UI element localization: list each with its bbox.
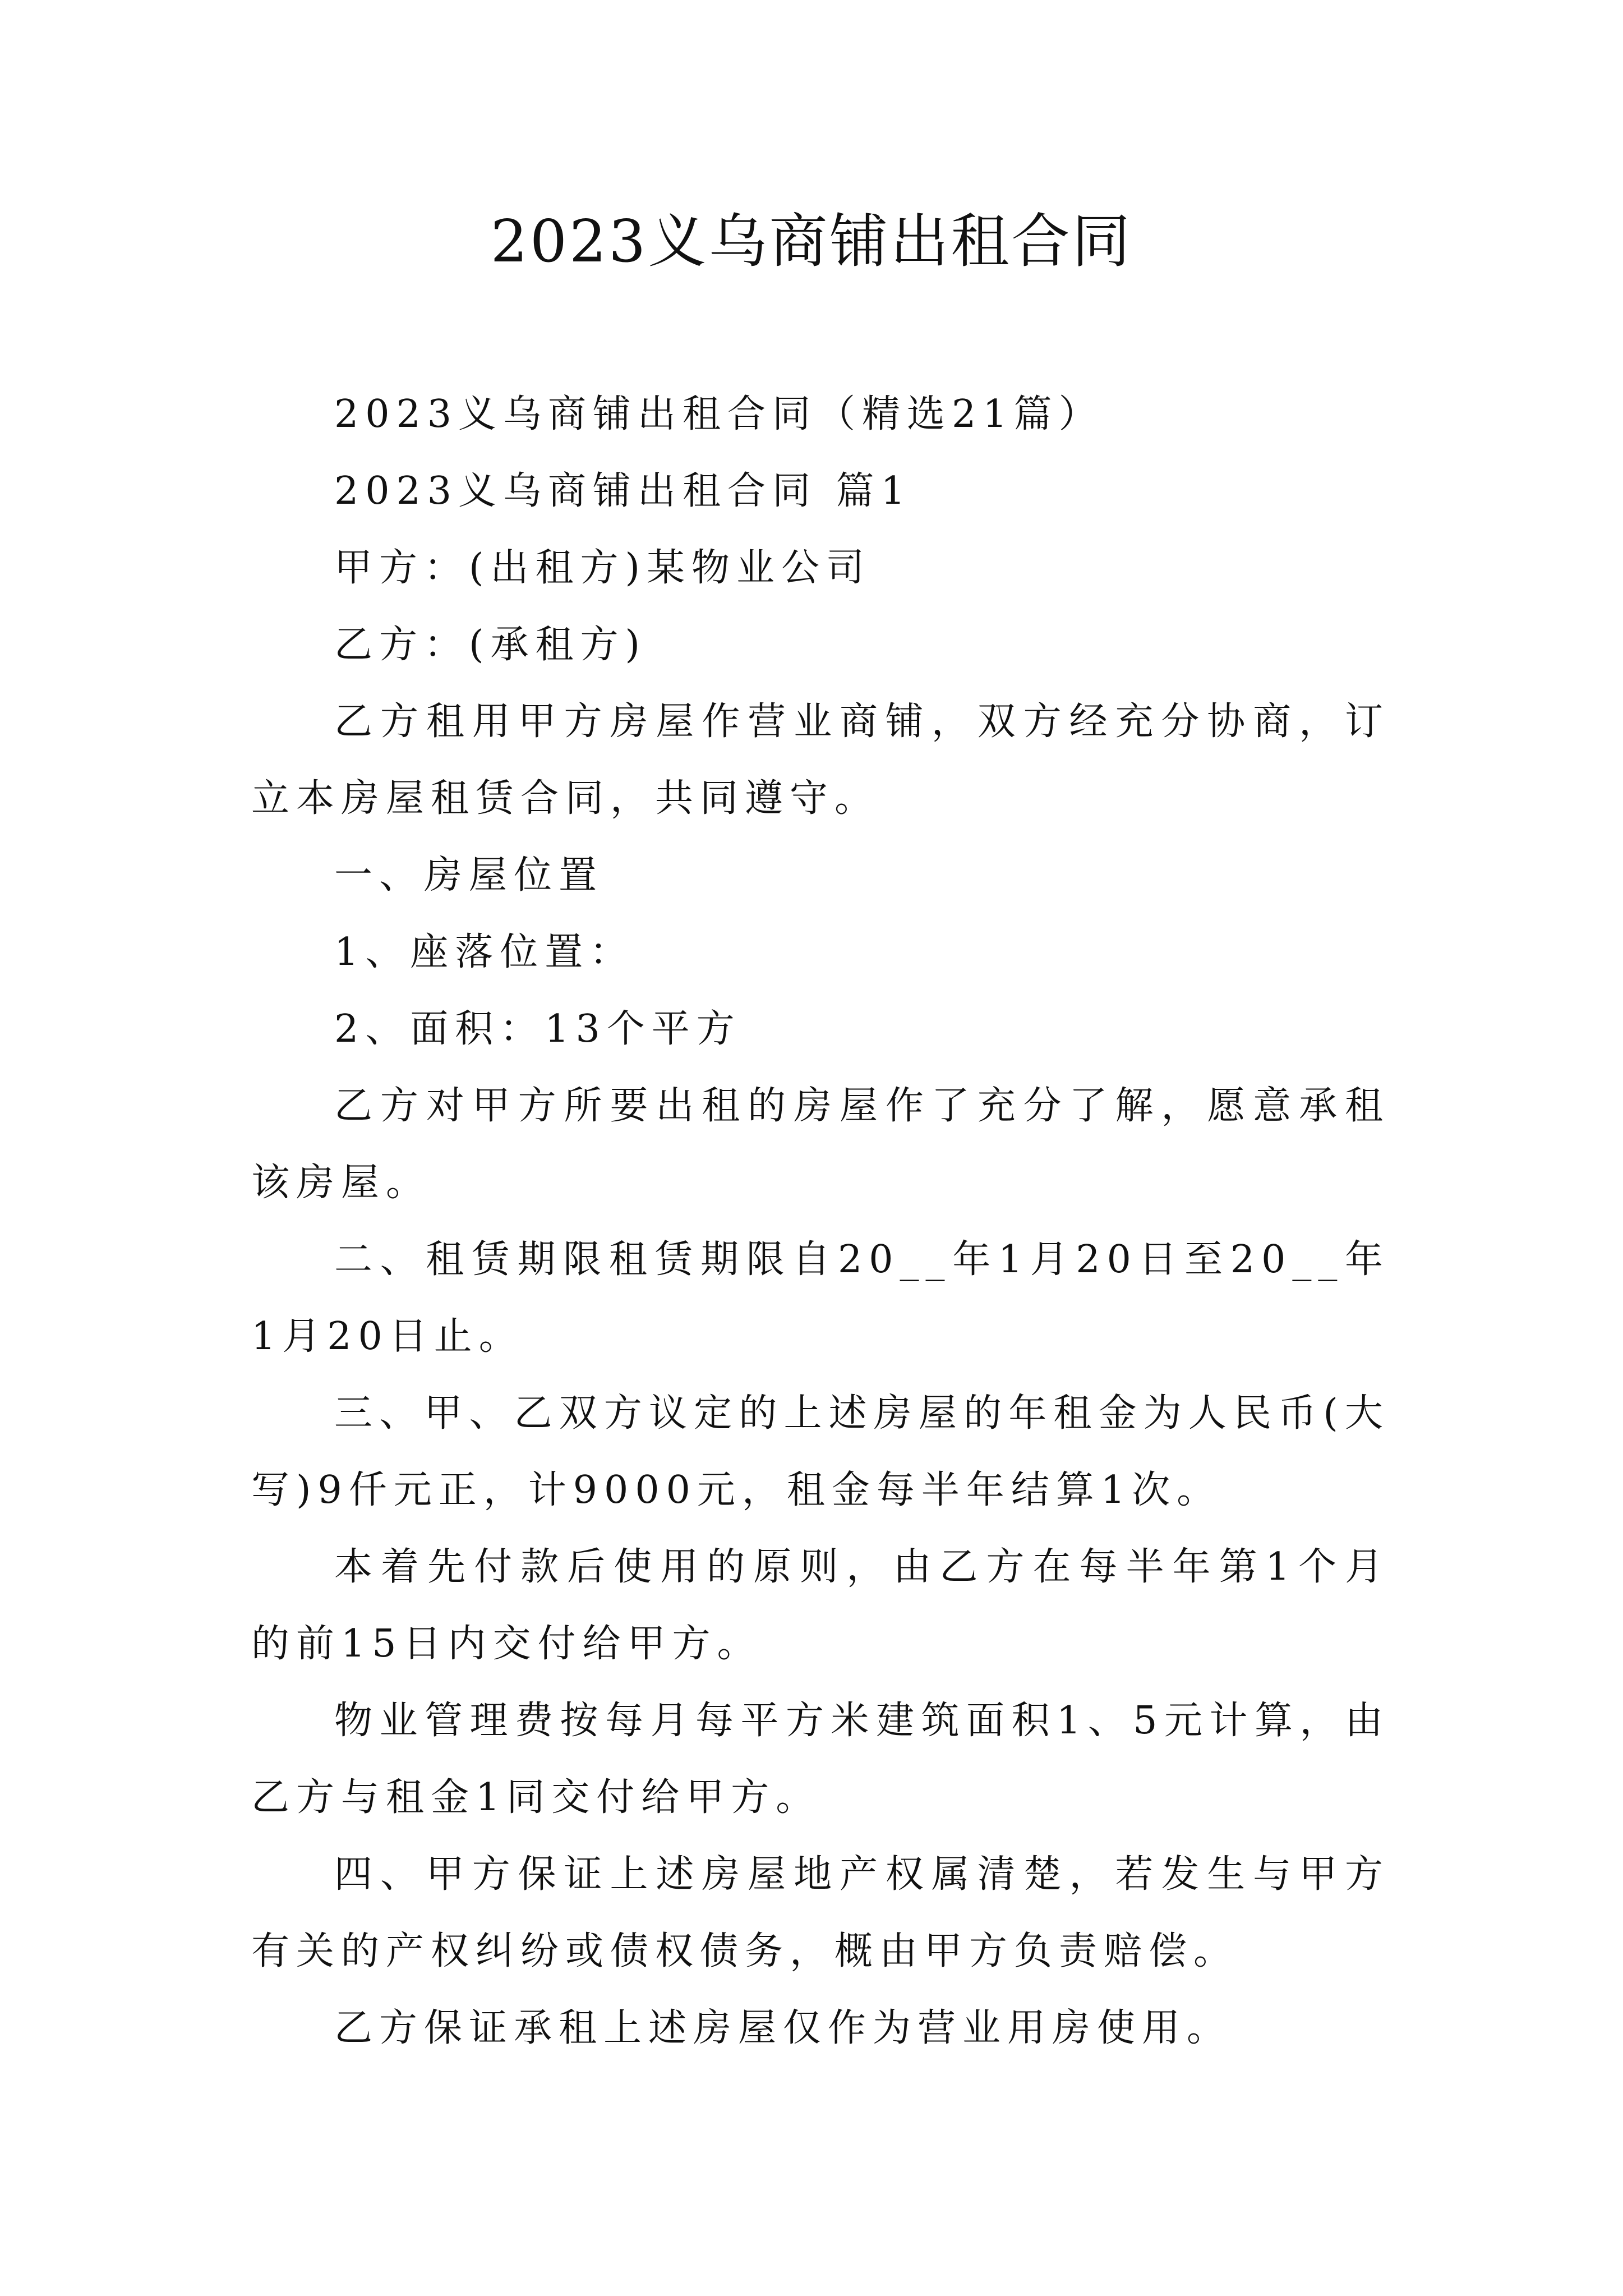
paragraph-rent: 三、甲、乙双方议定的上述房屋的年租金为人民币(大写)9仟元正，计9000元，租金每半年结算1次。 — [251, 1391, 1390, 1512]
document-body — [251, 376, 1390, 2067]
paragraph-preamble: 乙方租用甲方房屋作营业商铺，双方经充分协商，订立本房屋租赁合同，共同遵守。 — [251, 700, 1390, 821]
paragraph-party-a: 甲方：(出租方)某物业公司 — [334, 546, 872, 590]
document-title: 2023义乌商铺出租合同 — [490, 207, 1133, 275]
paragraph-management-fee: 物业管理费按每月每平方米建筑面积1、5元计算，由乙方与租金1同交付给甲方。 — [251, 1699, 1390, 1820]
paragraph-collection-heading: 2023义乌商铺出租合同（精选21篇） — [334, 392, 1104, 436]
paragraph-lease-term: 二、租赁期限租赁期限自20__年1月20日至20__年1月20日止。 — [251, 1237, 1390, 1359]
paragraph-location: 1、座落位置： — [334, 930, 635, 974]
paragraph-area: 2、面积：13个平方 — [334, 1007, 741, 1051]
paragraph-section-4: 四、甲方保证上述房屋地产权属清楚，若发生与甲方有关的产权纠纷或债权债务，概由甲方负责赔偿。 — [251, 1852, 1390, 1973]
paragraph-section-1-heading: 一、房屋位置 — [334, 853, 604, 898]
paragraph-payment: 本着先付款后使用的原则，由乙方在每半年第1个月的前15日内交付给甲方。 — [251, 1545, 1390, 1666]
paragraph-article-heading: 2023义乌商铺出租合同 篇1 — [334, 469, 912, 513]
paragraph-party-b: 乙方：(承租方) — [334, 623, 647, 667]
paragraph-usage: 乙方保证承租上述房屋仅作为营业用房使用。 — [334, 2006, 1232, 2050]
paragraph-acknowledgement: 乙方对甲方所要出租的房屋作了充分了解，愿意承租该房屋。 — [251, 1084, 1390, 1205]
